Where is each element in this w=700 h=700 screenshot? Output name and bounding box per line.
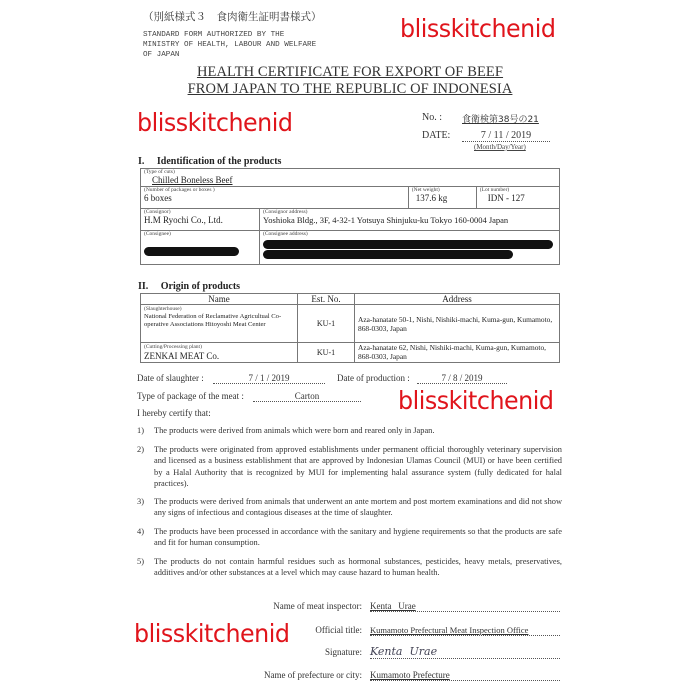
est-number: KU-1: [298, 343, 355, 363]
establishment-name: National Federation of Reclamative Agricultual Co-operative Associations Hitoyoshi Meat Center: [144, 313, 282, 328]
section1-heading: I. Identification of the products: [138, 156, 282, 167]
inspector-label: Name of meat inspector:: [273, 601, 362, 611]
type-value: Chilled Boneless Beef: [152, 175, 233, 185]
consignor-address-label: (Consignor address): [263, 209, 308, 215]
certification-item: 5) The products do not contain harmful residues such as hormonal substances, pesticides, heavy metals, preservatives, additives and/or other substances at a level which may cause hazard to human health.: [137, 557, 562, 578]
certify-statement: I hereby certify that:: [137, 408, 211, 418]
watermark: blisskitchenid: [137, 108, 293, 137]
weight-label: (Net weight): [411, 187, 440, 193]
establishment-address: Aza-hanatate 62, Nishi, Nishiki-machi, Kuma-gun, Kumamoto, 868-0303, Japan: [355, 343, 560, 363]
date-value: 7 / 11 / 2019: [462, 130, 550, 142]
inspector-value: Kenta Urae: [370, 601, 560, 612]
certificate-title-line2: FROM JAPAN TO THE REPUBLIC OF INDONESIA: [187, 81, 513, 97]
establishment-address: Aza-hanatate 50-1, Nishi, Nishiki-machi, Kuma-gun, Kumamoto, 868-0303, Japan: [355, 305, 560, 343]
lot-value: IDN - 127: [487, 193, 525, 203]
consignor-label: (Consignor): [144, 209, 171, 215]
origin-table: [140, 293, 560, 363]
watermark: blisskitchenid: [398, 386, 554, 415]
standard-form-note: [143, 30, 316, 60]
date-format: (Month/Day/Year): [474, 143, 526, 151]
row-label: (Cutting/Processing plant): [144, 344, 202, 350]
certification-item: 3) The products were derived from animals that underwent an ante mortem and post mortem examinations and did not show any signs of infectious and contagious diseases at the time of slaughter.: [137, 497, 562, 518]
redacted-consignee: [144, 247, 239, 256]
redacted-consignee-address: [263, 250, 513, 259]
row-label: (Slaughterhouse): [144, 306, 182, 312]
package-type-value: Carton: [253, 391, 361, 402]
signature-label: Signature:: [325, 647, 362, 657]
est-number: KU-1: [298, 305, 355, 343]
cert-number-value: 食衛検第38号の21: [462, 115, 539, 125]
official-title-value: Kumamoto Prefectural Meat Inspection Office: [370, 625, 560, 636]
column-header: Est. No.: [298, 294, 355, 305]
section2-heading: II. Origin of products: [138, 281, 241, 292]
consignee-address-label: (Consignee address): [263, 231, 308, 237]
certification-item: 4) The products have been processed in accordance with the sanitary and hygiene requirements so that the products are safe and fit for human consumption.: [137, 527, 562, 548]
consignee-label: (Consignee): [144, 231, 171, 237]
standard-form-line: STANDARD FORM AUTHORIZED BY THE: [143, 31, 285, 39]
slaughter-date-label: Date of slaughter :: [137, 373, 204, 383]
slaughter-date-value: 7 / 1 / 2019: [213, 373, 325, 384]
certificate-title-line1: HEALTH CERTIFICATE FOR EXPORT OF BEEF: [196, 64, 504, 80]
form-number-jp: （別紙様式３ 食肉衛生証明書様式）: [143, 11, 322, 23]
production-date-label: Date of production :: [337, 373, 410, 383]
table-row: [141, 343, 560, 363]
column-header: Name: [141, 294, 298, 305]
packages-value: 6 boxes: [144, 193, 172, 203]
standard-form-line: OF JAPAN: [143, 51, 180, 59]
cert-number-label: No. :: [422, 112, 442, 123]
consignor-value: H.M Ryochi Co., Ltd.: [144, 215, 223, 225]
establishment-name: ZENKAI MEAT Co.: [144, 351, 220, 361]
identification-table: [140, 168, 560, 265]
production-date-value: 7 / 8 / 2019: [417, 373, 507, 384]
table-row: [141, 305, 560, 343]
signature: Kenta Urae: [370, 645, 560, 659]
certification-item: 1) The products were derived from animals which were born and reared only in Japan.: [137, 426, 435, 435]
date-label: DATE:: [422, 130, 451, 141]
certification-item: 2) The products were originated from approved establishments under permanent official thoroughly veterinary supervision and licensed as a business establishment that are approved by Indonesian Ulamas Council (MUI) or have been certified by a Halal Authority that is recognized by MUI for implementing halal assurance system (fully dedicated for halal practices).: [137, 445, 562, 488]
lot-label: (Lot number): [479, 187, 510, 193]
column-header: Address: [355, 294, 560, 305]
redacted-consignee-address: [263, 240, 553, 249]
prefecture-label: Name of prefecture or city:: [264, 670, 362, 680]
weight-value: 137.6 kg: [415, 193, 448, 203]
standard-form-line: MINISTRY OF HEALTH, LABOUR AND WELFARE: [143, 41, 317, 49]
watermark: blisskitchenid: [400, 14, 556, 43]
watermark: blisskitchenid: [134, 619, 290, 648]
prefecture-value: Kumamoto Prefecture: [370, 670, 560, 681]
package-type-label: Type of package of the meat :: [137, 391, 244, 401]
packages-label: (Number of packages or boxes ): [144, 187, 215, 193]
consignor-address-value: Yoshioka Bldg., 3F, 4-32-1 Yotsuya Shinjuku-ku Tokyo 160-0004 Japan: [263, 215, 509, 225]
official-title-label: Official title:: [315, 625, 362, 635]
type-label: (Type of cuts): [144, 169, 175, 175]
